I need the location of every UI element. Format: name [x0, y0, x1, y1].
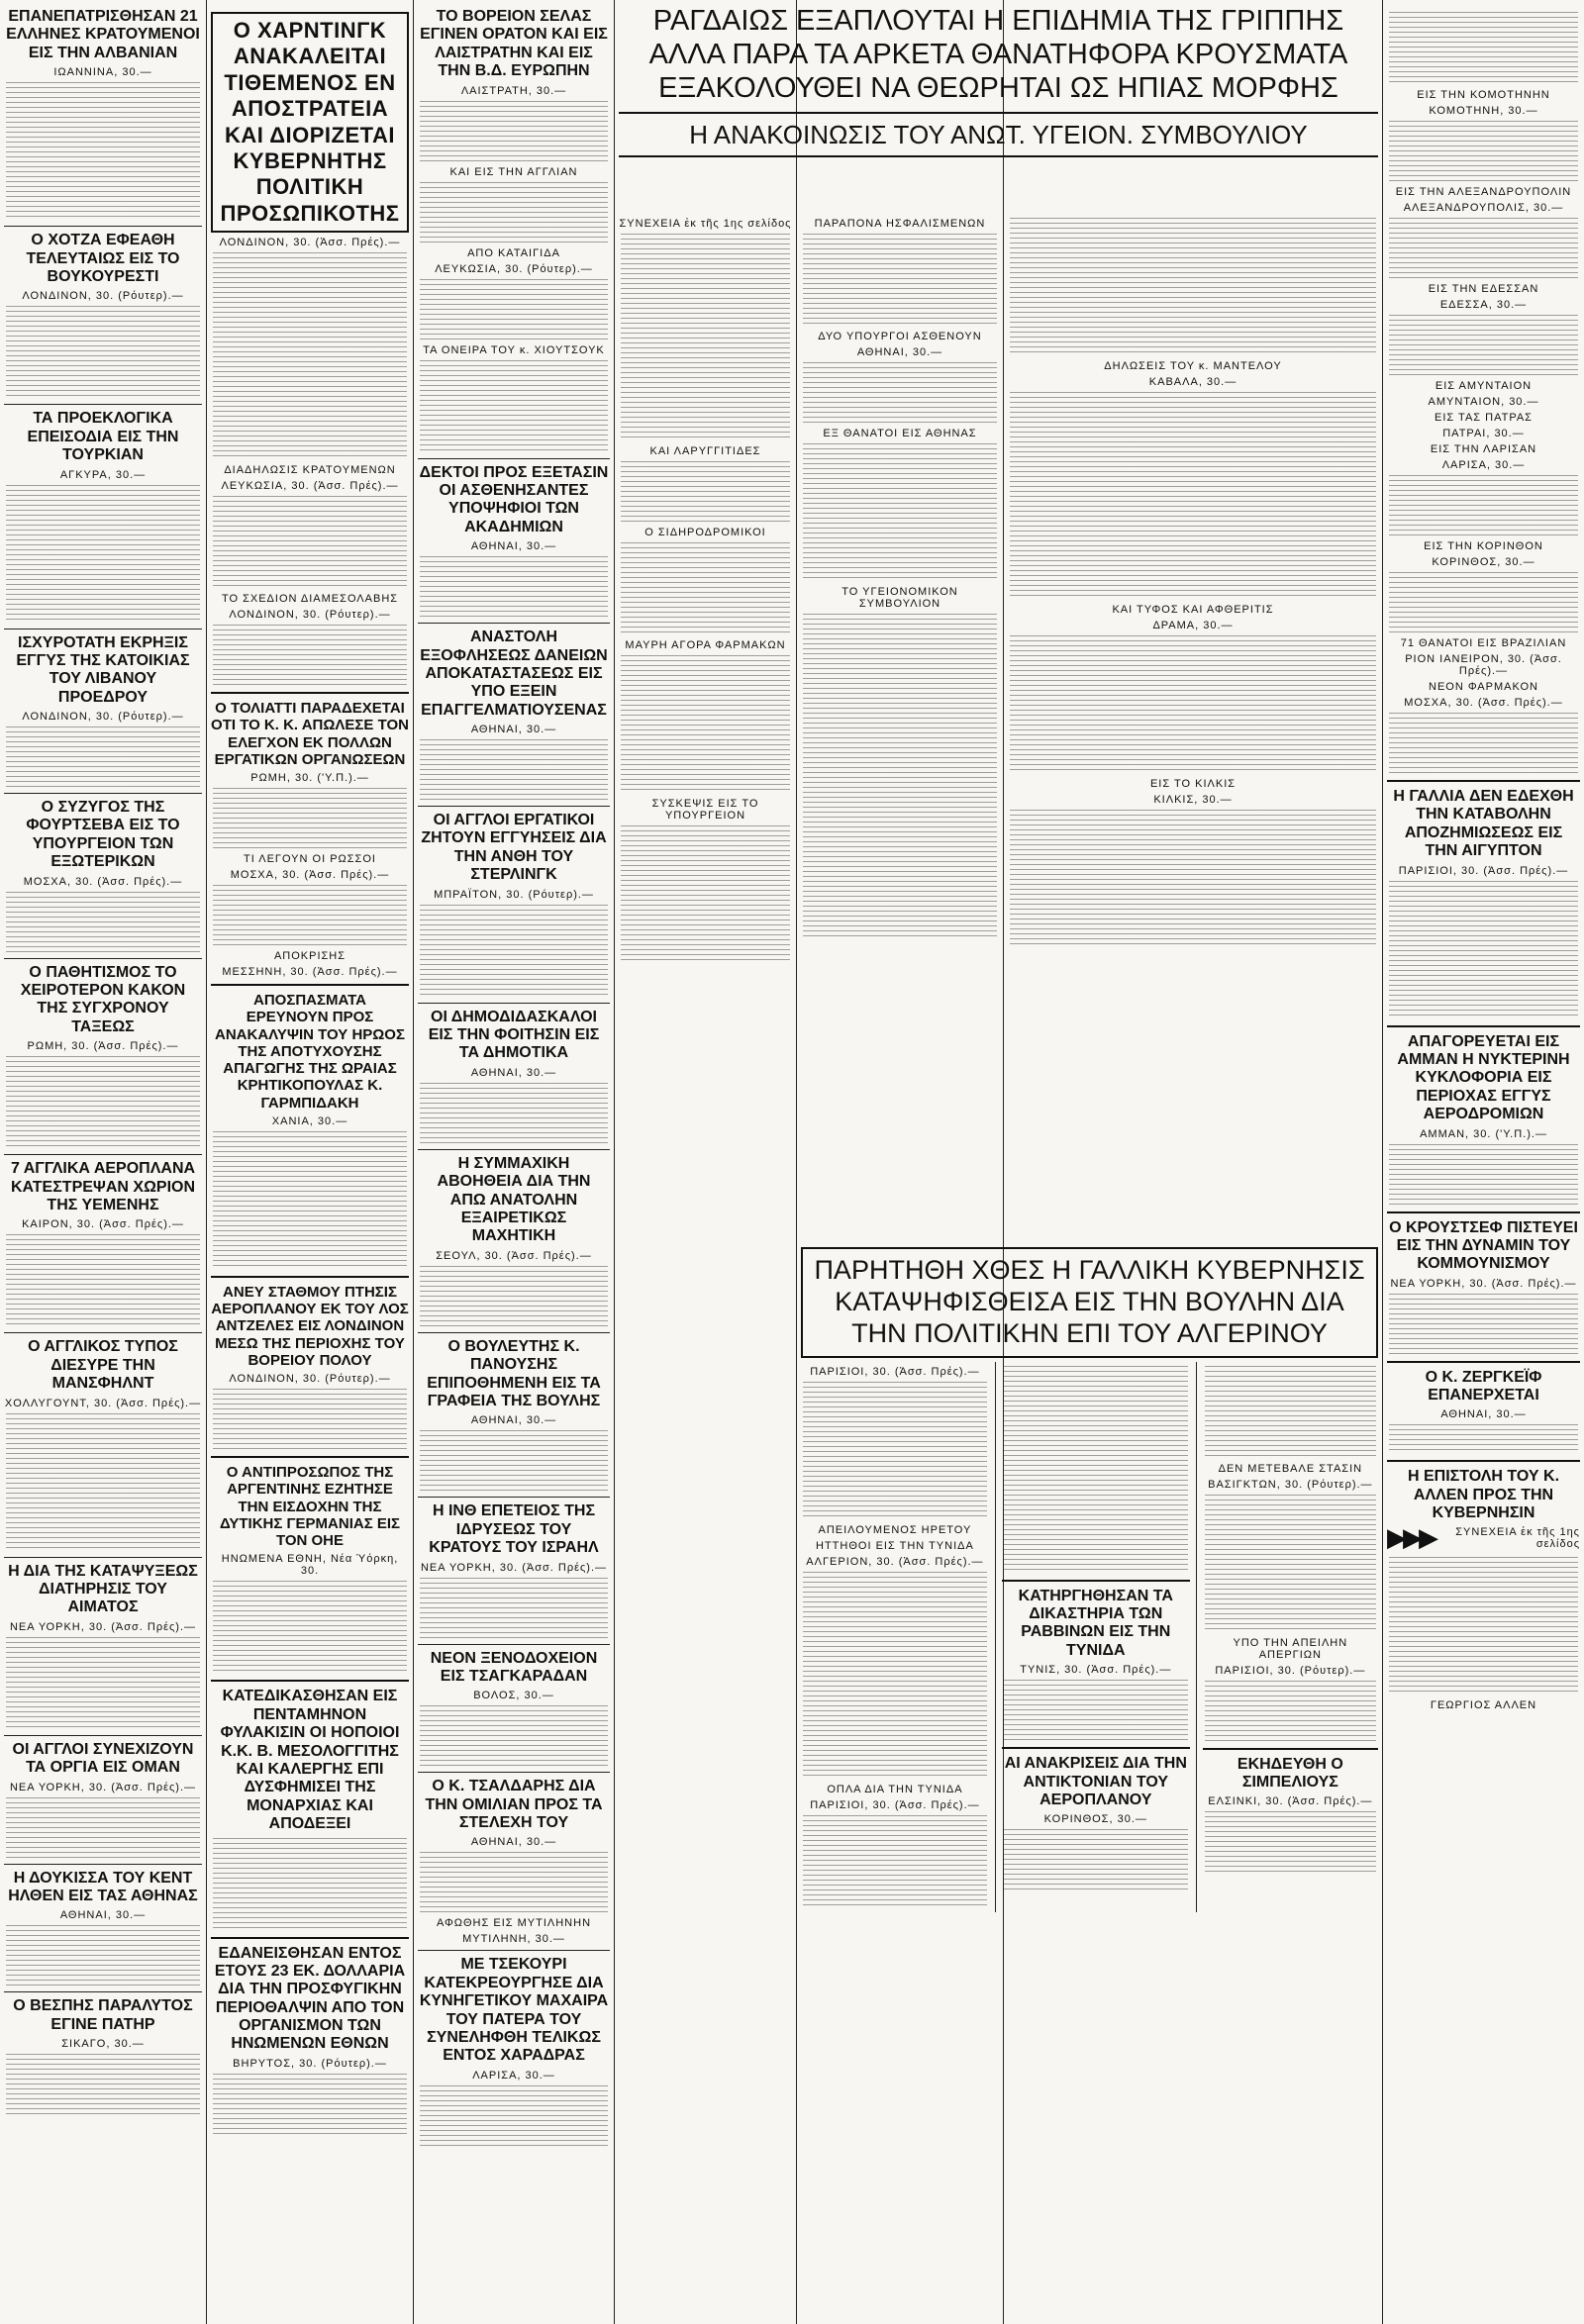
article-body: [1205, 1681, 1376, 1742]
headline-allen: Η ΕΠΙΣΤΟΛΗ ΤΟΥ Κ. ΑΛΛΕΝ ΠΡΟΣ ΤΗΝ ΚΥΒΕΡΝΗΣΙΝ: [1407, 1468, 1560, 1522]
article-body: [420, 279, 608, 340]
dateline: ΚΟΜΟΤΗΝΗ, 30.—: [1429, 105, 1538, 117]
continuation-arrows-icon: ▶▶▶: [1387, 1522, 1435, 1553]
dateline: ΜΟΣΧΑ, 30. (Ἀσσ. Πρές).—: [23, 875, 183, 888]
subheading: ΔΗΛΩΣΕΙΣ ΤΟΥ κ. ΜΑΝΤΕΛΟΥ: [1104, 360, 1282, 372]
dateline: ΛΟΝΔΙΝΟΝ, 30. (Ρόυτερ).—: [22, 711, 184, 724]
subheading: ΝΕΟΝ ΦΑΡΜΑΚΟΝ: [1429, 681, 1538, 693]
column-5: [1383, 0, 1584, 2324]
subheading: Ο ΣΙΔΗΡΟΔΡΟΜΙΚΟΙ: [644, 527, 766, 538]
article-body: [6, 1056, 200, 1149]
headline-investigations: ΑΙ ΑΝΑΚΡΙΣΕΙΣ ΔΙΑ ΤΗΝ ΑΝΤΙΚΤΟΝΙΑΝ ΤΟΥ ΑΕΡΟΠΛΑΝΟΥ: [1004, 1755, 1187, 1808]
article-body: [1389, 1144, 1578, 1206]
dateline: ΑΘΗΝΑΙ, 30.—: [856, 346, 943, 358]
article-body: [420, 101, 608, 162]
headline-loans: ΑΝΑΣΤΟΛΗ ΕΞΟΦΛΗΣΕΩΣ ΔΑΝΕΙΩΝ ΑΠΟΚΑΤΑΣΤΑΣΕΩΣ ΕΙΣ ΥΠΟ ΕΞΕΙΝ ΕΠΑΓΓΕΛΜΑΤΙΟΥΣΕΝΑΣ: [420, 629, 608, 719]
article-body: [213, 788, 407, 849]
headline-pathos: Ο ΠΑΘΗΤΙΣΜΟΣ ΤΟ ΧΕΙΡΟΤΕΡΟΝ ΚΑΚΟΝ ΤΗΣ ΣΥΓΧΡΟΝΟΥ ΤΑΞΕΩΣ: [20, 963, 186, 1035]
article-body: [6, 726, 200, 788]
headline-loan: ΕΔΑΝΕΙΣΘΗΣΑΝ ΕΝΤΟΣ ΕΤΟΥΣ 23 ΕΚ. ΔΟΛΛΑΡΙΑ ΔΙΑ ΤΗΝ ΠΡΟΣΦΥΓΙΚΗΝ ΠΕΡΙΟΘΑΛΨΙΝ ΑΠΟ ΤΟΝ ΟΡΓΑΝΙΣΜΟΝ ΤΩΝ ΗΝΩΜΕΝΩΝ ΕΘΝΩΝ: [214, 1944, 406, 2053]
dateline: ΜΥΤΙΛΗΝΗ, 30.—: [462, 1933, 565, 1946]
subheading: ΕΙΣ ΤΗΝ ΕΔΕΣΣΑΝ: [1428, 283, 1539, 295]
dateline: ΛΕΥΚΩΣΙΑ, 30. (Ρόυτερ).—: [435, 262, 593, 275]
dateline: ΜΟΣΧΑ, 30. (Ἀσσ. Πρές).—: [1404, 697, 1563, 709]
article-body: [803, 1382, 987, 1520]
article-body: [621, 825, 790, 964]
headline-press: Ο ΑΓΓΛΙΚΟΣ ΤΥΠΟΣ ΔΙΕΣΥΡΕ ΤΗΝ ΜΑΝΣΦΗΛΝΤ: [28, 1338, 178, 1393]
headline-search: ΑΠΟΣΠΑΣΜΑΤΑ ΕΡΕΥΝΟΥΝ ΠΡΟΣ ΑΝΑΚΑΛΥΨΙΝ ΤΟΥ ΗΡΩΟΣ ΤΗΣ ΑΠΟΤΥΧΟΥΣΗΣ ΑΠΑΓΩΓΗΣ ΤΗΣ ΩΡΑΙΑΣ ΚΡΗΤΙΚΟΠΟΥΛΑΣ Κ. ΓΑΡΜΠΙΔΑΚΗ: [215, 992, 405, 1112]
subheading: ΔΙΑΔΗΛΩΣΙΣ ΚΡΑΤΟΥΜΕΝΩΝ: [224, 464, 396, 477]
headline-amman: ΑΠΑΓΟΡΕΥΕΤΑΙ ΕΙΣ ΑΜΜΑΝ Η ΝΥΚΤΕΡΙΝΗ ΚΥΚΛΟΦΟΡΙΑ ΕΙΣ ΠΕΡΙΟΧΑΣ ΕΓΓΥΣ ΑΕΡΟΔΡΟΜΙΩΝ: [1397, 1032, 1570, 1123]
headline-togliatti: Ο ΤΟΛΙΑΤΤΙ ΠΑΡΑΔΕΧΕΤΑΙ ΟΤΙ ΤΟ Κ. Κ. ΑΠΩΛΕΣΕ ΤΟΝ ΕΛΕΓΧΟΝ ΕΚ ΠΟΛΛΩΝ ΕΡΓΑΤΙΚΩΝ ΟΡΓΑΝΩΣΕΩΝ: [211, 700, 409, 768]
article-body: [420, 1578, 608, 1639]
column-1: [0, 0, 206, 2324]
subheading: ΑΠΟΚΡΙΣΗΣ: [273, 950, 346, 963]
article-body: [803, 1572, 987, 1780]
headline-argentina: Ο ΑΝΤΙΠΡΟΣΩΠΟΣ ΤΗΣ ΑΡΓΕΝΤΙΝΗΣ ΕΖΗΤΗΣΕ ΤΗΝ ΕΙΣΔΟΧΗΝ ΤΗΣ ΔΥΤΙΚΗΣ ΓΕΡΜΑΝΙΑΣ ΕΙΣ ΤΟΝ ΟΗΕ: [219, 1464, 401, 1550]
headline-lebanon: ΙΣΧΥΡΟΤΑΤΗ ΕΚΡΗΞΙΣ ΕΓΓΥΣ ΤΗΣ ΚΑΤΟΙΚΙΑΣ ΤΟΥ ΛΙΒΑΝΟΥ ΠΡΟΕΔΡΟΥ: [16, 633, 190, 706]
article-body: [6, 1637, 200, 1730]
dateline: ΛΟΝΔΙΝΟΝ, 30. (Ρόυτερ).—: [229, 609, 391, 622]
article-body: [420, 360, 608, 453]
subheading: ΗΤΤΗΘΟΙ ΕΙΣ ΤΗΝ ΤΥΝΙΔΑ: [816, 1539, 974, 1552]
dateline: ΝΕΑ ΥΟΡΚΗ, 30. (Ἀσσ. Πρές).—: [1390, 1277, 1577, 1290]
article-body: [213, 885, 407, 946]
dateline: ΝΕΑ ΥΟΡΚΗ, 30. (Ἀσσ. Πρές).—: [420, 1561, 608, 1574]
headline-egypt: Η ΓΑΛΛΙΑ ΔΕΝ ΕΔΕΧΘΗ ΤΗΝ ΚΑΤΑΒΟΛΗΝ ΑΠΟΖΗΜΙΩΣΕΩΣ ΕΙΣ ΤΗΝ ΑΙΓΥΠΤΟΝ: [1393, 788, 1574, 860]
article-body: [6, 1797, 200, 1859]
headline-panousis: Ο ΒΟΥΛΕΥΤΗΣ Κ. ΠΑΝΟΥΣΗΣ ΕΠΙΠΟΘΗΜΕΝΗ ΕΙΣ ΤΑ ΓΡΑΦΕΙΑ ΤΗΣ ΒΟΥΛΗΣ: [427, 1337, 601, 1409]
subheading: ΑΠΟ ΚΑΤΑΙΓΙΔΑ: [467, 246, 560, 259]
headline-sentence: ΚΑΤΕΔΙΚΑΣΘΗΣΑΝ ΕΙΣ ΠΕΝΤΑΜΗΝΟΝ ΦΥΛΑΚΙΣΙΝ ΟΙ ΗΟΠΟΙΟΙ Κ.Κ. Β. ΜΕΣΟΛΟΓΓΙΤΗΣ ΚΑΙ ΚΑΛΕΡΓΗΣ ΕΠΙ ΔΥΣΦΗΜΙΣΕΙ ΤΗΣ ΜΟΝΑΡΧΙΑΣ ΚΑΙ ΑΠΟΔΕΞΕΙ: [220, 1688, 400, 1833]
article-body: [1010, 218, 1376, 356]
article-body: [1389, 12, 1578, 85]
article-body: [6, 485, 200, 624]
dateline: ΑΛΓΕΡΙΟΝ, 30. (Ἀσσ. Πρές).—: [806, 1555, 984, 1568]
subheading: ΚΑΙ ΛΑΡΥΓΓΙΤΙΔΕΣ: [649, 445, 761, 457]
dateline: ΛΑΡΙΣΑ, 30.—: [472, 2069, 555, 2082]
headline-pole: ΑΝΕΥ ΣΤΑΘΜΟΥ ΠΤΗΣΙΣ ΑΕΡΟΠΛΑΝΟΥ ΕΚ ΤΟΥ ΛΟΣ ΑΝΤΖΕΛΕΣ ΕΙΣ ΛΟΝΔΙΝΟΝ ΜΕΣΩ ΤΗΣ ΠΕΡΙΟΧΗΣ ΤΟΥ ΒΟΡΕΙΟΥ ΠΟΛΟΥ: [211, 1283, 409, 1369]
subheading: ΔΕΝ ΜΕΤΕΒΑΛΕ ΣΤΑΣΙΝ: [1218, 1462, 1363, 1475]
dateline: ΛΟΝΔΙΝΟΝ, 30. (Ἀσσ. Πρές).—: [219, 237, 401, 249]
dateline: ΠΑΤΡΑΙ, 30.—: [1442, 428, 1525, 439]
dateline: ΑΘΗΝΑΙ, 30.—: [470, 540, 557, 553]
dateline: ΣΕΟΥΛ, 30. (Ἀσσ. Πρές).—: [436, 1249, 592, 1262]
headline-exams: ΔΕΚΤΟΙ ΠΡΟΣ ΕΞΕΤΑΣΙΝ ΟΙ ΑΣΘΕΝΗΣΑΝΤΕΣ ΥΠΟΨΗΦΙΟΙ ΤΩΝ ΑΚΑΔΗΜΙΩΝ: [419, 463, 609, 535]
headline-harding: Ο ΧΑΡΝΤΙΝΓΚ ΑΝΑΚΑΛΕΙΤΑΙ ΤΙΘΕΜΕΝΟΣ ΕΝ ΑΠΟΣΤΡΑΤΕΙΑ ΚΑΙ ΔΙΟΡΙΖΕΤΑΙ ΚΥΒΕΡΝΗΤΗΣ ΠΟΛΙΤΙΚΗ ΠΡΟΣΩΠΙΚΟΤΗΣ: [220, 18, 400, 226]
dateline: ΑΓΚΥΡΑ, 30.—: [59, 468, 147, 481]
headline-tsekouri: ΜΕ ΤΣΕΚΟΥΡΙ: [460, 1956, 567, 1974]
subheading: ΔΥΟ ΥΠΟΥΡΓΟΙ ΑΣΘΕΝΟΥΝ: [818, 331, 982, 342]
dateline: ΚΑΙΡΟΝ, 30. (Ἀσσ. Πρές).—: [22, 1218, 184, 1231]
article-body: [1004, 1366, 1188, 1574]
headline-hotel: ΝΕΟΝ ΞΕΝΟΔΟΧΕΙΟΝ ΕΙΣ ΤΣΑΓΚΑΡΑΔΑΝ: [430, 1649, 598, 1685]
dateline: ΜΕΣΣΗΝΗ, 30. (Ἀσσ. Πρές).—: [222, 966, 398, 979]
subheading: ΕΙΣ ΑΜΥΝΤΑΙΟΝ: [1435, 380, 1533, 392]
headline-father: Ο ΒΕΣΠΗΣ ΠΑΡΑΛΥΤΟΣ ΕΓΙΝΕ ΠΑΤΗΡ: [13, 1997, 193, 2033]
headline-zergkeif: Ο Κ. ΖΕΡΓΚΕΪΦ ΕΠΑΝΕΡΧΕΤΑΙ: [1425, 1368, 1542, 1404]
article-body: [1389, 315, 1578, 376]
article-body: [803, 443, 997, 582]
article-body: [1389, 475, 1578, 536]
dateline: ΛΕΥΚΩΣΙΑ, 30. (Ἀσσ. Πρές).—: [221, 480, 399, 493]
dateline: ΗΝΩΜΕΝΑ ΕΘΝΗ, Νέα Ὑόρκη, 30.: [221, 1553, 399, 1578]
article-body: [1389, 218, 1578, 279]
subheading: ΤΟ ΣΧΕΔΙΟΝ ΔΙΑΜΕΣΟΛΑΒΗΣ: [221, 593, 399, 606]
subheading: ΚΑΙ ΤΥΦΟΣ ΚΑΙ ΑΦΘΕΡΙΤΙΣ: [1112, 604, 1274, 616]
dateline: ΠΑΡΙΣΙΟΙ, 30. (Ρόυτερ).—: [1215, 1664, 1366, 1677]
subheading: ΤΑ ΟΝΕΙΡΑ ΤΟΥ κ. ΧΙΟΥΤΣΟΥΚ: [423, 343, 605, 356]
headline-municipal: ΟΙ ΔΗΜΟΔΙΔΑΣΚΑΛΟΙ ΕΙΣ ΤΗΝ ΦΟΙΤΗΣΙΝ ΕΙΣ ΤΑ ΔΗΜΟΤΙΚΑ: [428, 1008, 600, 1062]
article-body: [6, 2054, 200, 2115]
subheading: ΜΑΥΡΗ ΑΓΟΡΑ ΦΑΡΜΑΚΩΝ: [625, 639, 786, 651]
dateline: ΛΑΡΙΣΑ, 30.—: [1441, 459, 1526, 471]
dateline: ΚΟΡΙΝΘΟΣ, 30.—: [1043, 1813, 1147, 1826]
column-3: [414, 0, 614, 2324]
dateline: ΡΩΜΗ, 30. (Ἀσσ. Πρές).—: [27, 1040, 179, 1053]
article-body: [803, 234, 997, 327]
article-body: [621, 461, 790, 523]
subheading: ΥΠΟ ΤΗΝ ΑΠΕΙΛΗΝ ΑΠΕΡΓΙΩΝ: [1233, 1636, 1348, 1661]
article-body: [420, 1430, 608, 1492]
dateline: ΣΙΚΑΓΟ, 30.—: [61, 2038, 145, 2051]
headline-asia: Η ΣΥΜΜΑΧΙΚΗ ΑΒΟΗΘΕΙΑ ΔΙΑ ΤΗΝ ΑΠΩ ΑΝΑΤΟΛΗΝ ΕΞΑΙΡΕΤΙΚΩΣ ΜΑΧΗΤΙΚΗ: [437, 1154, 591, 1245]
article-body: [803, 1815, 987, 1908]
subheading: ΚΑΙ ΕΙΣ ΤΗΝ ΑΓΓΛΙΑΝ: [449, 165, 578, 178]
article-body: [420, 1266, 608, 1327]
subheading: ΤΟ ΥΓΕΙΟΝΟΜΙΚΟΝ ΣΥΜΒΟΥΛΙΟΝ: [842, 586, 958, 610]
headline-suspect: ΚΑΤΕΚΡΕΟΥΡΓΗΣΕ ΔΙΑ ΚΥΝΗΓΕΤΙΚΟΥ ΜΑΧΑΙΡΑ ΤΟΥ ΠΑΤΕΡΑ ΤΟΥ: [419, 1974, 609, 2028]
article-body: [1389, 572, 1578, 633]
dateline: ΙΩΑΝΝΙΝΑ, 30.—: [53, 66, 152, 79]
signature: ΓΕΩΡΓΙΟΣ ΑΛΛΕΝ: [1430, 1698, 1537, 1711]
subheading: ΣΥΣΚΕΨΙΣ ΕΙΣ ΤΟ ΥΠΟΥΡΓΕΙΟΝ: [651, 798, 759, 822]
article-body: [1389, 121, 1578, 182]
article-body: [803, 362, 997, 424]
article-body: [213, 1131, 407, 1270]
article-body: [1010, 392, 1376, 600]
article-body: [213, 1581, 407, 1674]
headline-khrushchev: Ο ΚΡΟΥΣΤΣΕΦ ΠΙΣΤΕΥΕΙ ΕΙΣ ΤΗΝ ΔΥΝΑΜΙΝ ΤΟΥ ΚΟΜΜΟΥΝΙΣΜΟΥ: [1389, 1218, 1578, 1273]
subheading: ΕΙΣ ΤΗΝ ΚΟΜΟΤΗΝΗΝ: [1417, 89, 1550, 101]
article-body: [621, 655, 790, 794]
subheading: ΑΠΕΙΛΟΥΜΕΝΟΣ ΗΡΕΤΟΥ: [818, 1523, 972, 1536]
dateline: ΜΠΡΑΪΤΟΝ, 30. (Ρόυτερ).—: [434, 888, 594, 901]
subheading: ΟΠΛΑ ΔΙΑ ΤΗΝ ΤΥΝΙΔΑ: [827, 1783, 963, 1795]
dateline: ΑΘΗΝΑΙ, 30.—: [470, 1066, 557, 1079]
dateline: ΜΟΣΧΑ, 30. (Ἀσσ. Πρές).—: [230, 869, 390, 882]
headline-epidemic: ΡΑΓΔΑΙΩΣ ΕΞΑΠΛΟΥΤΑΙ Η ΕΠΙΔΗΜΙΑ ΤΗΣ ΓΡΙΠΠΗΣ ΑΛΛΑ ΠΑΡΑ ΤΑ ΑΡΚΕΤΑ ΘΑΝΑΤΗΦΟΡΑ ΚΡΟΥΣΜΑΤΑ ΕΞΑΚΟΛΟΥΘΕΙ ΝΑ ΘΕΩΡΗΤΑΙ ΩΣ ΗΠΙΑΣ ΜΟΡΦΗΣ: [648, 5, 1348, 105]
dateline: ΡΙΟΝ ΙΑΝΕΙΡΟΝ, 30. (Ἀσσ. Πρές).—: [1405, 653, 1562, 677]
article-body: [213, 1389, 407, 1450]
article-body: [6, 1413, 200, 1552]
subheading: 71 ΘΑΝΑΤΟΙ ΕΙΣ ΒΡΑΖΙΛΙΑΝ: [1400, 637, 1567, 649]
headline-oman: ΟΙ ΑΓΓΛΟΙ ΣΥΝΕΧΙΖΟΥΝ ΤΑ ΟΡΓΙΑ ΕΙΣ ΟΜΑΝ: [12, 1740, 194, 1777]
dateline: ΑΘΗΝΑΙ, 30.—: [470, 1836, 557, 1849]
headline-council: Η ΑΝΑΚΟΙΝΩΣΙΣ ΤΟΥ ΑΝΩΤ. ΥΓΕΙΟΝ. ΣΥΜΒΟΥΛΙΟΥ: [689, 119, 1308, 149]
dateline: ΚΑΒΑΛΑ, 30.—: [1148, 376, 1238, 388]
dateline: ΒΑΣΙΓΚΤΩΝ, 30. (Ρόυτερ).—: [1208, 1478, 1373, 1491]
dateline: ΚΟΡΙΝΘΟΣ, 30.—: [1432, 556, 1535, 568]
article-body: [1205, 1495, 1376, 1633]
dateline: ΛΟΝΔΙΝΟΝ, 30. (Ρόυτερ).—: [229, 1373, 391, 1386]
subheading: ΕΞ ΘΑΝΑΤΟΙ ΕΙΣ ΑΘΗΝΑΣ: [823, 428, 977, 439]
article-body: [6, 306, 200, 399]
dateline: ΝΕΑ ΥΟΡΚΗ, 30. (Ἀσσ. Πρές).—: [9, 1781, 197, 1793]
subheading: ΤΙ ΛΕΓΟΥΝ ΟΙ ΡΩΣΣΟΙ: [244, 853, 376, 866]
headline-albania: ΕΠΑΝΕΠΑΤΡΙΣΘΗΣΑΝ 21 ΕΛΛΗΝΕΣ ΚΡΑΤΟΥΜΕΝΟΙ ΕΙΣ ΤΗΝ ΑΛΒΑΝΙΑΝ: [6, 8, 200, 61]
headline-yemen: 7 ΑΓΓΛΙΚΑ ΑΕΡΟΠΛΑΝΑ ΚΑΤΕΣΤΡΕΨΑΝ ΧΩΡΙΟΝ ΤΗΣ ΥΕΜΕΝΗΣ: [10, 1160, 196, 1213]
article-body: [621, 542, 790, 635]
column-4c: [1004, 206, 1382, 1235]
subheading: ΠΑΡΑΠΟΝΑ ΗΣΦΑΛΙΣΜΕΝΩΝ: [814, 218, 986, 230]
dateline: ΧΑΝΙΑ, 30.—: [271, 1114, 348, 1127]
article-body: [1389, 713, 1578, 774]
article-body: [420, 2085, 608, 2147]
headline-spouse: Ο ΣΥΖΥΓΟΣ ΤΗΣ ΦΟΥΡΤΣΕΒΑ ΕΙΣ ΤΟ ΥΠΟΥΡΓΕΙΟΝ ΤΩΝ ΕΞΩΤΕΡΙΚΩΝ: [26, 799, 180, 871]
column-4b: [797, 206, 1003, 1235]
dateline: ΔΡΑΜΑ, 30.—: [1152, 620, 1234, 631]
article-body: [6, 1925, 200, 1986]
headline-simpilios: ΕΚΗΔΕΥΘΗ Ο ΣΙΜΠΕΛΙΟΥΣ: [1237, 1755, 1343, 1791]
dateline: ΚΙΛΚΙΣ, 30.—: [1153, 794, 1233, 806]
article-body: [420, 1852, 608, 1913]
dateline: ΑΘΗΝΑΙ, 30.—: [1440, 1408, 1527, 1421]
article-body: [1010, 635, 1376, 774]
dateline: ΠΑΡΙΣΙΟΙ, 30. (Ἀσσ. Πρές).—: [810, 1365, 980, 1378]
article-body: [213, 1838, 407, 1931]
article-body: [213, 625, 407, 686]
dateline: ΑΜΜΑΝ, 30. ('Υ.Π.).—: [1420, 1127, 1547, 1140]
headline-kent: Η ΔΟΥΚΙΣΣΑ ΤΟΥ ΚΕΝΤ ΗΛΘΕΝ ΕΙΣ ΤΑΣ ΑΘΗΝΑΣ: [8, 1869, 198, 1904]
article-body: [1389, 881, 1578, 1019]
subheading: ΕΙΣ ΤΗΝ ΑΛΕΞΑΝΔΡΟΥΠΟΛΙΝ: [1395, 186, 1572, 198]
dateline: ΠΑΡΙΣΙΟΙ, 30. (Ἀσσ. Πρές).—: [810, 1798, 980, 1811]
continued-note: ΣΥΝΕΧΕΙΑ ἐκ τῆς 1ης σελίδος: [619, 218, 792, 230]
headline-tsaldaris: Ο Κ. ΤΣΑΛΔΑΡΗΣ ΔΙΑ ΤΗΝ ΟΜΙΛΙΑΝ ΠΡΟΣ ΤΑ ΣΤΕΛΕΧΗ ΤΟΥ: [425, 1778, 603, 1832]
dateline: ΛΑΙΣΤΡΑΤΗ, 30.—: [460, 84, 567, 97]
dateline: ΕΛΣΙΝΚΙ, 30. (Ἀσσ. Πρές).—: [1208, 1795, 1373, 1808]
headline-hotza: Ο ΧΟΤΖΑ ΕΦΕΑΘΗ ΤΕΛΕΥΤΑΙΩΣ ΕΙΣ ΤΟ ΒΟΥΚΟΥΡΕΣΤΙ: [26, 232, 180, 285]
article-body: [1205, 1811, 1376, 1873]
article-body: [213, 252, 407, 460]
subheading: ΕΙΣ ΤΗΝ ΛΑΡΙΣΑΝ: [1430, 443, 1537, 455]
dateline: ΑΛΕΞΑΝΔΡΟΥΠΟΛΙΣ, 30.—: [1403, 202, 1564, 214]
dateline: ΒΗΡΥΤΟΣ, 30. (Ρόυτερ).—: [233, 2057, 387, 2070]
subheading: ΕΙΣ ΤΟ ΚΙΛΚΙΣ: [1149, 778, 1237, 790]
dateline: ΝΕΑ ΥΟΡΚΗ, 30. (Ἀσσ. Πρές).—: [9, 1620, 197, 1633]
dateline: ΑΜΥΝΤΑΙΟΝ, 30.—: [1428, 396, 1539, 408]
article-body: [1004, 1829, 1188, 1890]
headline-turkey: ΤΑ ΠΡΟΕΚΛΟΓΙΚΑ ΕΠΕΙΣΟΔΙΑ ΕΙΣ ΤΗΝ ΤΟΥΡΚΙΑΝ: [27, 410, 179, 464]
dateline: ΒΟΛΟΣ, 30.—: [473, 1690, 554, 1702]
dateline: ΠΑΡΙΣΙΟΙ, 30. (Ἀσσ. Πρές).—: [1398, 864, 1569, 877]
headline-israel: Η ΙΝΘ ΕΠΕΤΕΙΟΣ ΤΗΣ ΙΔΡΥΣΕΩΣ ΤΟΥ ΚΡΑΤΟΥΣ ΤΟΥ ΙΣΡΑΗΛ: [429, 1502, 599, 1557]
headline-blood: Η ΔΙΑ ΤΗΣ ΚΑΤΑΨΥΞΕΩΣ ΔΙΑΤΗΡΗΣΙΣ ΤΟΥ ΑΙΜΑΤΟΣ: [8, 1562, 198, 1616]
article-body: [420, 739, 608, 801]
column-4a: [615, 206, 796, 1235]
article-body: [213, 496, 407, 589]
article-body: [803, 614, 997, 940]
subheading: ΑΦΩΘΗΣ ΕΙΣ ΜΥΤΙΛΗΝΗΝ: [436, 1917, 592, 1930]
article-body: [420, 1705, 608, 1767]
article-body: [420, 556, 608, 618]
subheading: ΕΙΣ ΤΑΣ ΠΑΤΡΑΣ: [1435, 412, 1533, 424]
dateline: ΑΘΗΝΑΙ, 30.—: [59, 1909, 147, 1922]
column-2: [207, 0, 413, 2324]
dateline: ΑΘΗΝΑΙ, 30.—: [470, 1414, 557, 1427]
subheading: ΕΙΣ ΤΗΝ ΚΟΡΙΝΘΟΝ: [1424, 540, 1543, 552]
dateline: ΛΟΝΔΙΝΟΝ, 30. (Ρόυτερ).—: [22, 290, 184, 303]
article-body: [1389, 1424, 1578, 1454]
article-body: [1004, 1680, 1188, 1741]
headline-aurora: ΤΟ ΒΟΡΕΙΟΝ ΣΕΛΑΣ ΕΓΙΝΕΝ ΟΡΑΤΟΝ ΚΑΙ ΕΙΣ ΛΑΙΣΤΡΑΤΗΝ ΚΑΙ ΕΙΣ ΤΗΝ Β.Δ. ΕΥΡΩΠΗΝ: [420, 8, 608, 80]
headline-rabbis: ΚΑΤΗΡΓΗΘΗΣΑΝ ΤΑ ΔΙΚΑΣΤΗΡΙΑ ΤΩΝ ΡΑΒΒΙΝΩΝ ΕΙΣ ΤΗΝ ΤΥΝΙΔΑ: [1018, 1587, 1173, 1659]
dateline: ΡΩΜΗ, 30. ('Υ.Π.).—: [250, 772, 369, 785]
article-body: [1389, 1294, 1578, 1355]
headline-france: ΠΑΡΗΤΗΘΗ ΧΘΕΣ Η ΓΑΛΛΙΚΗ ΚΥΒΕΡΝΗΣΙΣ ΚΑΤΑΨΗΦΙΣΘΕΙΣΑ ΕΙΣ ΤΗΝ ΒΟΥΛΗΝ ΔΙΑ ΤΗΝ ΠΟΛΙΤΙΚΗΝ ΕΠΙ ΤΟΥ ΑΛΓΕΡΙΝΟΥ: [814, 1255, 1365, 1348]
article-body: [420, 905, 608, 998]
article-body: [6, 82, 200, 221]
headline-harvest: ΣΥΝΕΛΗΦΘΗ ΤΕΛΙΚΩΣ ΕΝΤΟΣ ΧΑΡΑΔΡΑΣ: [427, 2029, 601, 2065]
article-body: [420, 182, 608, 243]
article-body: [1389, 1557, 1578, 1695]
continued-note: ΣΥΝΕΧΕΙΑ ἐκ τῆς 1ης σελίδος: [1455, 1525, 1580, 1550]
dateline: ΧΟΛΛΥΓΟΥΝΤ, 30. (Ἀσσ. Πρές).—: [4, 1397, 202, 1409]
france-block: [797, 1237, 1382, 2324]
dateline: ΤΥΝΙΣ, 30. (Ἀσσ. Πρές).—: [1020, 1664, 1172, 1677]
headline-workers: ΟΙ ΑΓΓΛΟΙ ΕΡΓΑΤΙΚΟΙ ΖΗΤΟΥΝ ΕΓΓΥΗΣΕΙΣ ΔΙΑ ΤΗΝ ΑΝΘΗ ΤΟΥ ΣΤΕΡΛΙΝΓΚ: [421, 812, 607, 884]
article-body: [1010, 810, 1376, 948]
article-body: [1205, 1366, 1376, 1459]
article-body: [621, 234, 790, 441]
article-body: [6, 1234, 200, 1327]
article-body: [6, 892, 200, 953]
article-body: [213, 2074, 407, 2135]
dateline: ΑΘΗΝΑΙ, 30.—: [470, 724, 557, 736]
dateline: ΕΔΕΣΣΑ, 30.—: [1439, 299, 1528, 311]
article-body: [420, 1083, 608, 1144]
